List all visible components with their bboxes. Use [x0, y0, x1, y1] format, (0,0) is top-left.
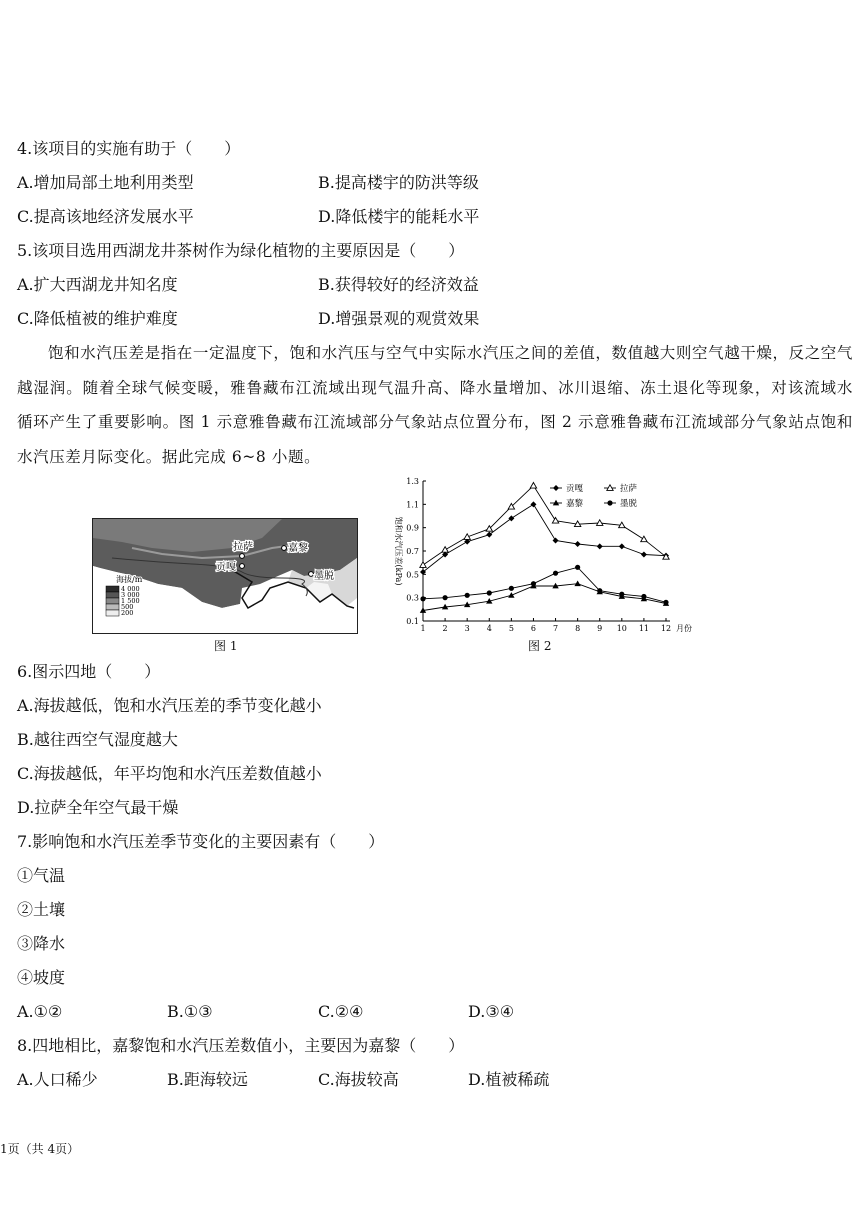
x-tick-label: 2 — [442, 624, 448, 633]
x-tick-label: 7 — [552, 624, 559, 633]
q7-item-2: ②土壤 — [17, 900, 66, 919]
x-tick-label: 11 — [638, 624, 650, 633]
series-point-0 — [641, 552, 647, 558]
q5-stem: 5.该项目选用西湖龙井茶树作为绿化植物的主要原因是（ ） — [17, 241, 465, 260]
q5-option-a: A.扩大西湖龙井知名度 — [17, 275, 178, 294]
map-legend-title: 海拔/m — [116, 575, 143, 584]
series-point-3 — [553, 571, 558, 576]
legend-label: 墨脱 — [620, 499, 638, 509]
series-point-3 — [442, 595, 447, 600]
q7-item-3: ③降水 — [17, 934, 66, 953]
x-tick-label: 10 — [616, 624, 627, 633]
station-gongga-label: 贡嘎 — [216, 562, 236, 573]
station-jiali — [282, 546, 287, 551]
map-legend-500: 500 — [121, 603, 134, 611]
q6-stem: 6.图示四地（ ） — [17, 662, 161, 681]
q7-stem: 7.影响饱和水汽压差季节变化的主要因素有（ ） — [17, 832, 385, 851]
q4-option-b: B.提高楼宇的防洪等级 — [318, 173, 479, 192]
series-line-0 — [423, 504, 666, 572]
q5-option-b: B.获得较好的经济效益 — [318, 275, 479, 294]
series-point-3 — [619, 592, 624, 597]
q7-option-c: C.②④ — [318, 1002, 364, 1021]
q5-option-d: D.增强景观的观赏效果 — [318, 309, 480, 328]
map-legend-1500: 1 500 — [121, 597, 140, 605]
series-point-3 — [531, 581, 536, 586]
q7-option-a: A.①② — [17, 1002, 63, 1021]
series-point-0 — [575, 541, 581, 547]
q7-item-4: ④坡度 — [17, 968, 66, 987]
x-tick-label: 1 — [420, 624, 426, 633]
series-point-3 — [487, 590, 492, 595]
series-point-2 — [508, 592, 514, 598]
legend-marker — [607, 500, 612, 505]
legend-marker — [553, 485, 559, 491]
legend-label: 嘉黎 — [566, 499, 584, 509]
station-gongga — [240, 564, 245, 569]
x-tick-label: 8 — [575, 624, 581, 633]
station-medog-label: 墨脱 — [314, 571, 334, 582]
map-legend-3000: 3 000 — [121, 591, 140, 599]
x-tick-label: 9 — [597, 624, 603, 633]
figure-1-map — [92, 518, 358, 634]
y-tick-label: 0.1 — [406, 617, 419, 626]
q8-option-d: D.植被稀疏 — [468, 1070, 550, 1089]
station-jiali-label: 嘉黎 — [288, 543, 308, 554]
series-point-3 — [465, 593, 470, 598]
y-tick-label: 0.9 — [406, 523, 419, 533]
series-point-1 — [530, 482, 536, 488]
series-point-1 — [552, 517, 558, 523]
series-point-0 — [553, 538, 559, 544]
q8-option-c: C.海拔较高 — [318, 1070, 399, 1089]
x-tick-label: 3 — [464, 624, 470, 633]
q7-option-b: B.①③ — [167, 1002, 213, 1021]
x-tick-label: 12 — [660, 624, 672, 633]
y-tick-label: 1.3 — [406, 477, 419, 486]
q6-option-d: D.拉萨全年空气最干燥 — [17, 798, 179, 817]
series-line-1 — [423, 486, 666, 565]
series-point-0 — [619, 543, 625, 549]
x-tick-label: 5 — [508, 624, 514, 633]
series-point-3 — [420, 596, 425, 601]
legend-label: 贡嘎 — [566, 484, 584, 494]
series-point-0 — [597, 543, 603, 549]
y-tick-label: 1.1 — [406, 500, 419, 510]
series-point-0 — [530, 501, 536, 507]
series-line-2 — [423, 584, 666, 611]
q4-option-c: C.提高该地经济发展水平 — [17, 207, 194, 226]
q6-option-a: A.海拔越低，饱和水汽压差的季节变化越小 — [17, 696, 322, 715]
y-tick-label: 0.5 — [406, 570, 419, 580]
series-point-3 — [641, 594, 646, 599]
figure-1-caption: 图 1 — [214, 639, 238, 653]
q8-option-b: B.距海较远 — [167, 1070, 248, 1089]
station-medog — [309, 572, 314, 577]
station-lhasa — [240, 554, 245, 559]
series-point-3 — [575, 565, 580, 570]
q4-option-a: A.增加局部土地利用类型 — [17, 173, 194, 192]
series-point-3 — [597, 588, 602, 593]
x-axis-label: 月份 — [676, 624, 692, 633]
figure-2-chart — [376, 470, 701, 635]
q8-stem: 8.四地相比，嘉黎饱和水汽压差数值小，主要因为嘉黎（ ） — [17, 1036, 465, 1055]
map-legend-4000: 4 000 — [121, 585, 140, 593]
series-point-2 — [574, 580, 580, 586]
figure-2-caption: 图 2 — [528, 639, 552, 653]
series-point-1 — [597, 520, 603, 526]
series-point-3 — [509, 586, 514, 591]
series-point-3 — [663, 600, 668, 605]
q5-option-c: C.降低植被的维护难度 — [17, 309, 178, 328]
q4-stem: 4.该项目的实施有助于（ ） — [17, 139, 241, 158]
y-axis-label: 饱和水汽压差(kPa) — [394, 516, 403, 586]
x-tick-label: 4 — [486, 624, 492, 633]
station-lhasa-label: 拉萨 — [233, 542, 253, 553]
y-tick-label: 0.3 — [406, 593, 419, 603]
q7-item-1: ①气温 — [17, 866, 66, 885]
y-tick-label: 0.7 — [406, 547, 419, 556]
x-tick-label: 6 — [530, 624, 537, 633]
series-point-1 — [420, 562, 426, 568]
q6-option-b: B.越往西空气湿度越大 — [17, 730, 178, 749]
series-point-1 — [663, 554, 669, 560]
q4-option-d: D.降低楼宇的能耗水平 — [318, 207, 480, 226]
passage: 饱和水汽压差是指在一定温度下，饱和水汽压与空气中实际水汽压之间的差值，数值越大则空气越干燥，反之空气越湿润。随着全球气候变暖，雅鲁藏布江流域出现气温升高、降水量增加、冰川退缩、冻土退化等现象，对该流域水循环产生了重要影响。图 1 示意雅鲁藏布江流域部分气象站点位置分布，图 2 示意雅鲁藏布江流域部分气象站点饱和水汽压差月际变化。据此完成 6~8 小题。 — [17, 344, 854, 466]
q6-option-c: C.海拔越低，年平均饱和水汽压差数值越小 — [17, 764, 322, 783]
legend-label: 拉萨 — [620, 484, 638, 494]
series-point-1 — [442, 547, 448, 553]
q7-option-d: D.③④ — [468, 1002, 515, 1021]
map-legend-200: 200 — [121, 609, 134, 617]
q8-option-a: A.人口稀少 — [17, 1070, 98, 1089]
series-point-1 — [641, 536, 647, 542]
page-footer: 1页（共 4页） — [0, 1142, 80, 1156]
